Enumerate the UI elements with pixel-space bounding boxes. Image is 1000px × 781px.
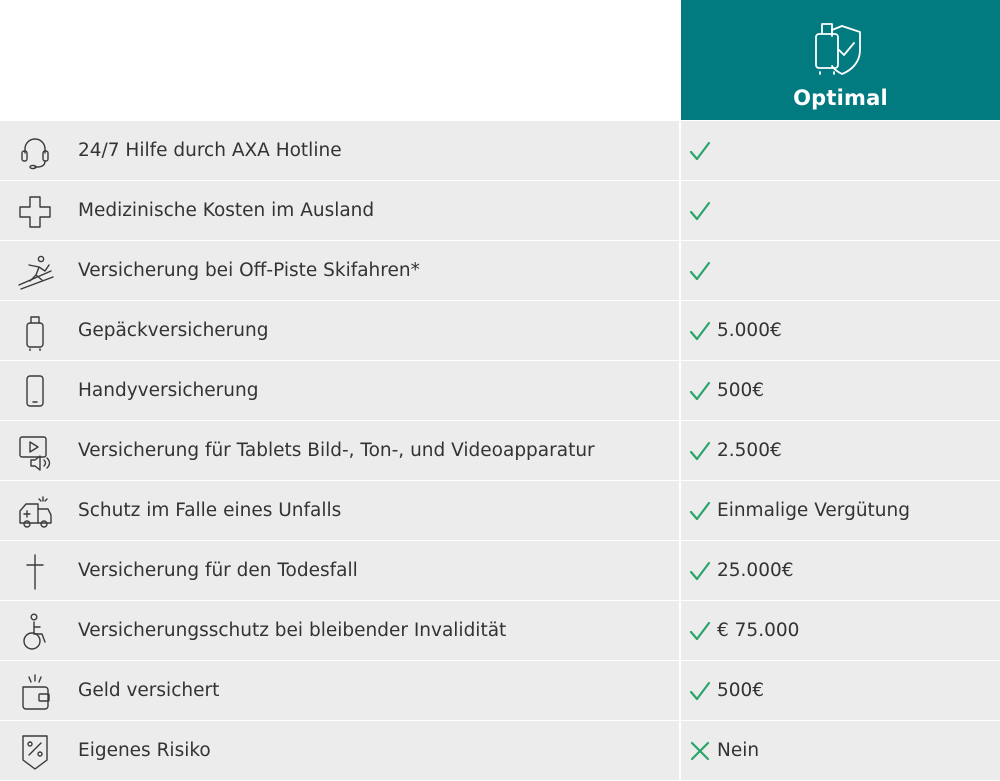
feature-label: Versicherung für den Todesfall xyxy=(78,560,358,581)
luggage-shield-icon xyxy=(806,12,876,80)
cross-icon xyxy=(687,738,713,764)
feature-cell xyxy=(0,361,679,420)
ambulance-icon xyxy=(14,490,56,532)
feature-label: Versicherung bei Off-Piste Skifahren* xyxy=(78,260,420,281)
value-cell xyxy=(681,181,1000,240)
table-row xyxy=(0,181,1000,241)
feature-label: Handyversicherung xyxy=(78,380,259,401)
feature-label: Gepäckversicherung xyxy=(78,320,269,341)
coverage-table xyxy=(0,121,1000,781)
check-icon xyxy=(687,258,713,284)
check-icon xyxy=(687,138,713,164)
check-icon xyxy=(687,558,713,584)
coverage-value: 500€ xyxy=(717,380,765,401)
coverage-value: Einmalige Vergütung xyxy=(717,500,910,521)
skier-icon xyxy=(14,250,56,292)
table-row xyxy=(0,601,1000,661)
feature-cell xyxy=(0,181,679,240)
headset-icon xyxy=(14,130,56,172)
feature-label: Schutz im Falle eines Unfalls xyxy=(78,500,342,521)
coverage-value: Nein xyxy=(717,740,760,761)
medical-cross-icon xyxy=(14,190,56,232)
value-cell xyxy=(681,361,1000,420)
feature-cell xyxy=(0,301,679,360)
feature-cell xyxy=(0,121,679,180)
table-row xyxy=(0,721,1000,781)
coverage-value: 5.000€ xyxy=(717,320,782,341)
table-row xyxy=(0,421,1000,481)
tablet-media-icon xyxy=(14,430,56,472)
check-icon xyxy=(687,618,713,644)
plan-header xyxy=(681,0,1000,120)
check-icon xyxy=(687,318,713,344)
feature-cell xyxy=(0,541,679,600)
value-cell xyxy=(681,541,1000,600)
table-row xyxy=(0,541,1000,601)
value-cell xyxy=(681,301,1000,360)
value-cell xyxy=(681,421,1000,480)
table-row xyxy=(0,481,1000,541)
feature-cell xyxy=(0,601,679,660)
feature-cell xyxy=(0,481,679,540)
feature-cell xyxy=(0,721,679,780)
header-spacer xyxy=(0,0,680,120)
feature-label: Versicherung für Tablets Bild-, Ton-, und Videoapparatur xyxy=(78,440,595,461)
feature-label: Versicherungsschutz bei bleibender Invalidität xyxy=(78,620,507,641)
check-icon xyxy=(687,498,713,524)
table-row xyxy=(0,661,1000,721)
feature-cell xyxy=(0,241,679,300)
check-icon xyxy=(687,378,713,404)
check-icon xyxy=(687,678,713,704)
plan-name: Optimal xyxy=(793,86,888,110)
luggage-icon xyxy=(14,310,56,352)
value-cell xyxy=(681,601,1000,660)
coverage-value: 25.000€ xyxy=(717,560,794,581)
feature-label: Geld versichert xyxy=(78,680,220,701)
wallet-icon xyxy=(14,670,56,712)
value-cell xyxy=(681,661,1000,720)
coverage-value: 2.500€ xyxy=(717,440,782,461)
value-cell xyxy=(681,481,1000,540)
table-row xyxy=(0,361,1000,421)
coverage-value: € 75.000 xyxy=(717,620,800,641)
feature-cell xyxy=(0,421,679,480)
feature-cell xyxy=(0,661,679,720)
feature-label: Medizinische Kosten im Ausland xyxy=(78,200,375,221)
feature-label: Eigenes Risiko xyxy=(78,740,211,761)
cross-memorial-icon xyxy=(14,550,56,592)
check-icon xyxy=(687,198,713,224)
table-row xyxy=(0,121,1000,181)
value-cell xyxy=(681,721,1000,780)
table-row xyxy=(0,301,1000,361)
check-icon xyxy=(687,438,713,464)
value-cell xyxy=(681,241,1000,300)
smartphone-icon xyxy=(14,370,56,412)
wheelchair-icon xyxy=(14,610,56,652)
coverage-value: 500€ xyxy=(717,680,765,701)
value-cell xyxy=(681,121,1000,180)
percent-badge-icon xyxy=(14,730,56,772)
table-row xyxy=(0,241,1000,301)
feature-label: 24/7 Hilfe durch AXA Hotline xyxy=(78,140,342,161)
